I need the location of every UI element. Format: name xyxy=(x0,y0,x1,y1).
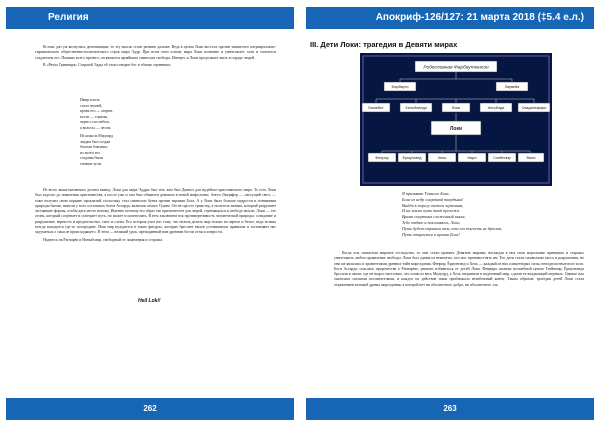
poem-line: Время смертных сложенный выше, xyxy=(402,214,466,220)
diagram-node-label: Ангрбода xyxy=(487,106,505,110)
poem-line: Путь откроется и прояви Бога! xyxy=(402,231,460,237)
section-title: III. Дети Локи: трагедия в Девяти мирах xyxy=(310,40,458,49)
diagram-node-label: Хель xyxy=(437,156,447,160)
diagram-node-label: Ёрмунганд xyxy=(402,156,422,160)
left-body-text xyxy=(35,188,276,243)
verse-line: кости — горами, xyxy=(80,114,108,119)
poem-line: Путь будет страшен тем, кто его тягость не бросит, xyxy=(402,225,503,231)
verse-line: темные тучи. xyxy=(80,161,102,166)
signoff-paragraph: Надеюсь на Рагнарёк и Новый мир, свободный от лицемерия и сторожа. xyxy=(43,237,163,242)
right-page xyxy=(300,0,600,424)
genealogy-diagram xyxy=(360,53,552,186)
poem-line: Я призываю Тёмного Бога, xyxy=(402,191,450,196)
verse-line: а волосы — лесом. xyxy=(80,125,112,130)
diagram-node-label: Бюлейст xyxy=(368,106,384,110)
diagram-node-label: Свадильфари xyxy=(521,106,547,110)
verse-line: Из кожи ж Мидгард xyxy=(80,134,113,138)
diagram-node-label: Фарбаути xyxy=(391,85,409,89)
quote-intro-paragraph: В «Речах Гримнира» Старшей Эдды об этом говорит бог в облике странника: xyxy=(43,62,171,67)
poem-line: Выйди к порогу светом червоным, xyxy=(402,202,464,208)
diagram-node-label: Нари xyxy=(467,156,477,160)
signature: Heil Loki! xyxy=(138,298,161,304)
intro-paragraph: Кстати, раз уж коснулись демонизации, то эту мысль стоит развить дальше. Ведь в целом Локи восстал против замшелого патриархально-тиранического общественно-политического строя мира Эддр. При всем этом основу мира Локи косвенно и уничтожает, хотя и считается создателем его. Помимо всего прочего, он является ярчайшим символом свободы. Интерес к Локи продолжает жить в сердце людей. xyxy=(35,45,276,60)
diagram-node-label: Локи xyxy=(451,106,461,110)
invocation-poem xyxy=(402,191,502,237)
left-page-number: 262 xyxy=(6,398,294,420)
right-page-number: 263 xyxy=(306,398,594,420)
poem-line: Бога из недр смертной твердыни! xyxy=(402,196,464,202)
verse-line: Имир плоть xyxy=(80,98,100,102)
verse-line: из мозга его xyxy=(80,150,101,155)
verse-line: стала землей, xyxy=(80,103,103,108)
verse-stanza-1 xyxy=(80,98,113,132)
left-header: Религия xyxy=(6,7,294,29)
diagram-center-label: Локи xyxy=(449,126,463,132)
diagram-node-label: Вали xyxy=(526,156,536,160)
right-body-text xyxy=(334,251,584,288)
verse-line: созданы были xyxy=(80,156,104,161)
diagram-node-label: Хельблинди xyxy=(405,106,427,110)
left-intro-text xyxy=(35,45,276,68)
verse-line: кровь его — морем, xyxy=(80,109,113,114)
body-paragraph: Из всего вышесказанного делаем вывод: Локи для мира Эддры был тем, кем был Диавол для иудейско-христианского мира. То есть Локи был задолго до появления христианства, а после уже и сам был объявлен демоном в новой мифологии. Ангел Люцифер — «несущий свет» — тоже получил свою порцию проклятий, поскольку стал символом бунта против тирании Бога. А у Локи было больше мудрости и понимания природы бытия, нежели у всех остальных богов Асгарда, включая самого Одина. Он не просто трикстер, а носитель знания, который разрушает застывшие формы, чтобы дать место новому. Именно поэтому его образ так притягателен для людей, стремящихся к свободе мысли. Локи — это огонь, который согревает и освещает путь, но может и испепелить. В нем заключена вся противоречивость человеческой природы: созидание и разрушение, верность и предательство, смех и слезы. Его история учит нас тому, что нельзя делить мир только на черное и белое, ведь истина всегда находится где-то посередине. Наш мир нуждается в таких фигурах, которые бросают вызов устоявшимся правилам и заставляют нас задуматься о смысле происходящего. В этом — великий урок, преподанный нам древним богом огня и хитрости. xyxy=(35,188,276,235)
diagram-node-label: Фенрир xyxy=(375,156,389,160)
verse-line: богами благими; xyxy=(80,145,108,150)
poem-line: Тебе отдаю и поклоняюсь, Локи, xyxy=(402,219,461,225)
diagram-node-label: Лаувейя xyxy=(504,85,520,89)
diagram-node-label: Слейпнир xyxy=(493,156,511,160)
verse-line: череп стал небом, xyxy=(80,120,110,125)
verse-stanza-2 xyxy=(80,134,113,168)
body-paragraph: Когда асы захватили мировое господство, то они стали править Девятью мирами, насаждая в них свои моральные принципы и стараясь уничтожить любое проявление свободы. Локи был одним из немногих, кто мог противостоять им. Его дети стали символами хаоса и разрушения, но они же являлись и хранителями древних тайн мироздания. Фенрир, Ёрмунганд и Хель — каждый из них олицетворял силы, неподвластные воле асов. Боги Асгарда, опасаясь пророчества о Рагнарёке, решили избавиться от детей Локи. Фенрира сковали волшебной цепью Глейпнир, Ёрмунганда бросили в океан, где он вырос настолько, что опоясал весь Мидгард, а Хель отправили в подземный мир, сделав ее владычицей мертвых. Однако асы оказались плохими воспитателями, и каждое их действие лишь приближало неизбежный конец. Таким образом, трагедия детей Локи стала отражением великой драмы мироздания, в которой нет ни абсолютного добра, ни абсолютного зла. xyxy=(334,251,584,287)
right-header: Апокриф-126/127: 21 марта 2018 (‡5.4 е.л.) xyxy=(306,7,594,29)
diagram-title: Родословная Фарбаутюнсон xyxy=(423,65,489,71)
verse-line: людям был создан xyxy=(80,139,111,144)
poem-line: И на землю путь твой проложи. xyxy=(402,208,461,214)
